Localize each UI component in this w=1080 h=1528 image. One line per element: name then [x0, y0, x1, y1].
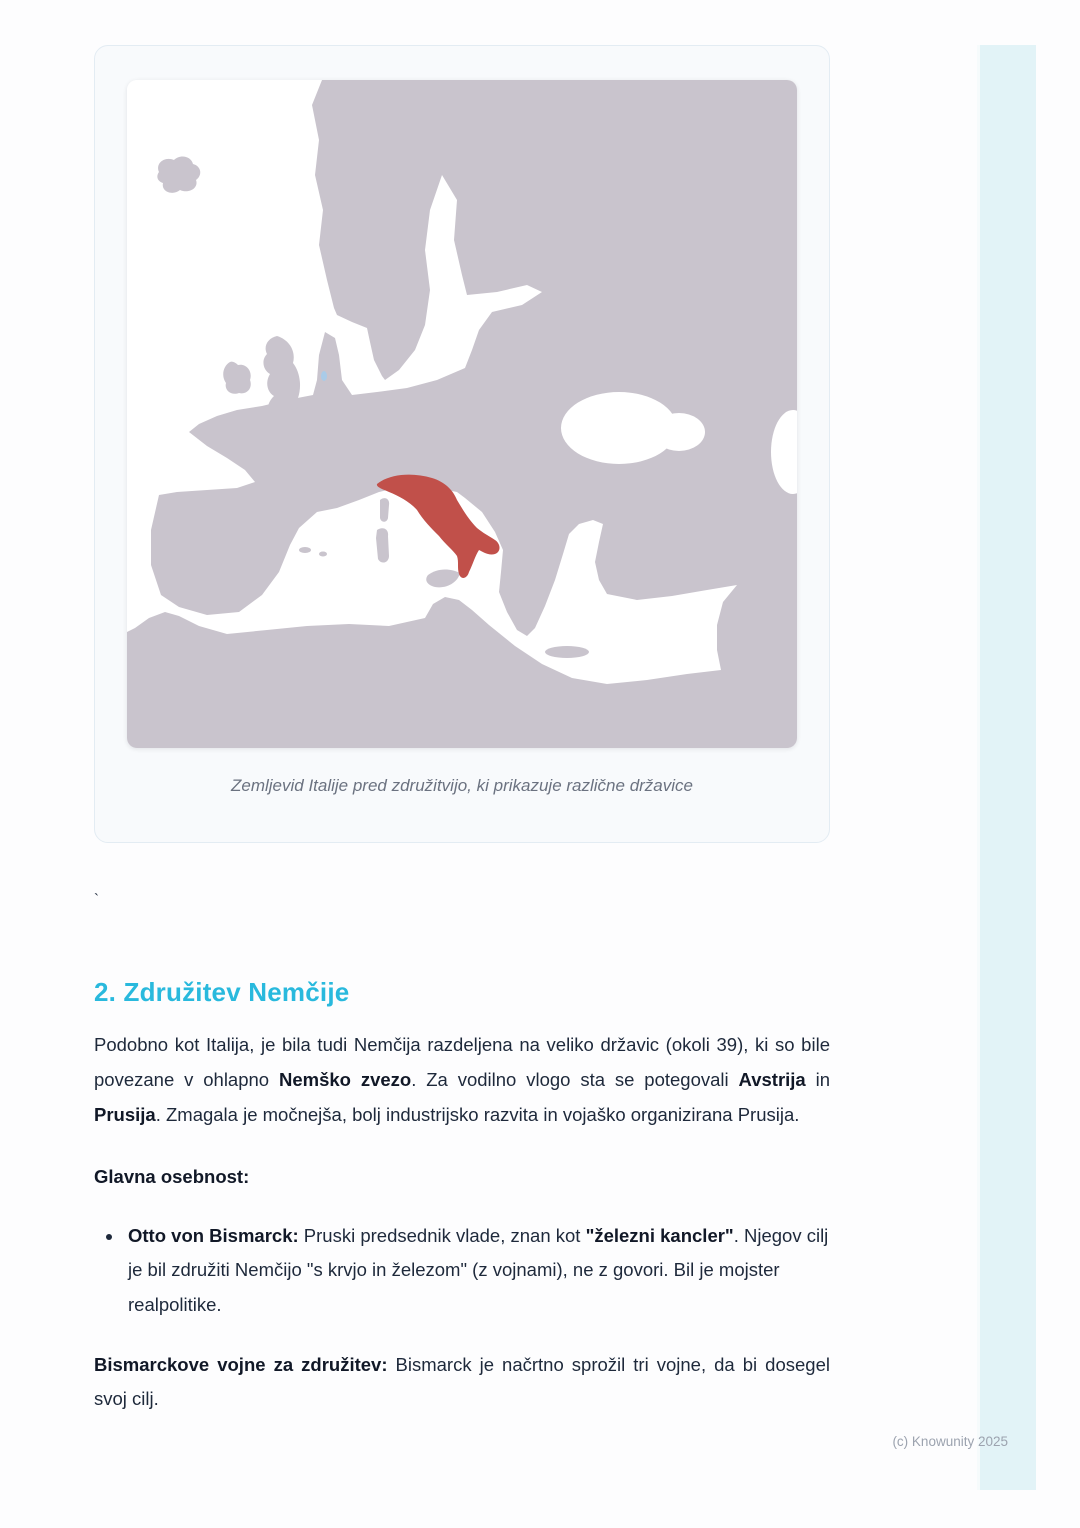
- bold-term-austria: Avstrija: [738, 1068, 806, 1090]
- map-card: [94, 45, 830, 843]
- map-caption: Zemljevid Italije pred združitvijo, ki prikazuje različne državice: [230, 776, 693, 795]
- text-segment: Pruski predsednik vlade, znan kot: [298, 1225, 586, 1247]
- text-segment: Podobno kot Italija, je bila tudi Nemčija razdeljena na veliko državic (okoli 39), ki so bile povezane v ohlapno: [94, 1034, 830, 1090]
- black-sea-east-lobe: [653, 413, 705, 451]
- bold-term-german-confederation: Nemško zvezo: [278, 1068, 412, 1090]
- paragraph-bismarck-wars: [94, 1348, 830, 1418]
- text-segment: in: [805, 1068, 830, 1090]
- text-segment: . Zmagala je močnejša, bolj industrijsko razvita in vojaško organizirana Prusija.: [155, 1103, 800, 1125]
- balearic-island-minor: [319, 552, 327, 557]
- bold-term-bismarck: Otto von Bismarck:: [128, 1225, 299, 1247]
- bullet-item-bismarck: [124, 1219, 830, 1322]
- crete-island: [545, 646, 589, 658]
- text-segment: . Njegov cilj je bil združiti Nemčijo "s krvjo in železom" (z vojnami), ne z govori. Bil je mojster realpolitike.: [128, 1225, 829, 1315]
- bold-term-prussia: Prusija: [94, 1103, 156, 1125]
- copyright: (c) Knowunity 2025: [892, 1434, 1008, 1449]
- balearic-island-major: [299, 547, 311, 553]
- bold-term-unification-wars: Bismarckove vojne za združitev:: [94, 1353, 388, 1375]
- map-frame: [127, 80, 797, 748]
- paragraph-germany-division: [94, 1028, 830, 1132]
- side-strip: [977, 45, 1036, 1490]
- bullet-list: [94, 1219, 830, 1322]
- text-segment: Bismarck je načrtno sprožil tri vojne, da bi dosegel svoj cilj.: [94, 1353, 830, 1410]
- text-segment: . Za vodilno vlogo sta se potegovali: [411, 1068, 739, 1090]
- bold-term-iron-chancellor: "železni kancler": [585, 1225, 734, 1247]
- section-heading: 2. Združitev Nemčije: [94, 977, 350, 1007]
- content-column: [94, 45, 830, 1417]
- europe-map: [127, 80, 797, 748]
- stray-backtick: `: [94, 891, 99, 908]
- subheading-main-person: Glavna osebnost:: [94, 1166, 250, 1188]
- sardinia-island: [376, 528, 389, 562]
- lake-dot: [321, 371, 327, 381]
- corsica-island: [380, 498, 389, 522]
